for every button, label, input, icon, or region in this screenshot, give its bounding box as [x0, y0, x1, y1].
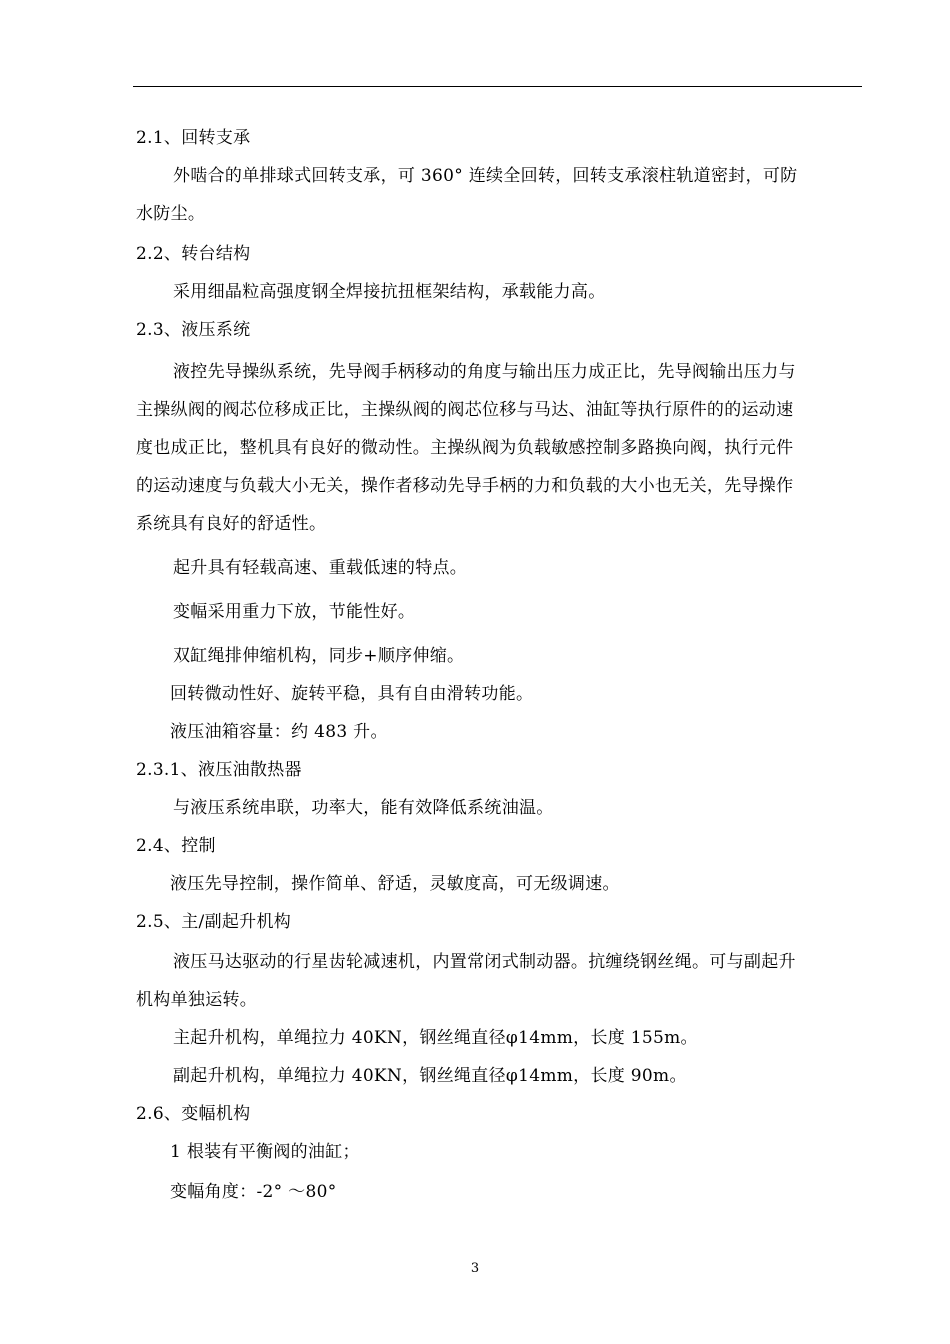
paragraph-line: 回转微动性好、旋转平稳，具有自由滑转功能。 — [170, 684, 534, 704]
section-heading-2-1: 2.1、回转支承 — [136, 128, 251, 148]
paragraph-line: 与液压系统串联，功率大，能有效降低系统油温。 — [173, 798, 554, 818]
paragraph-line: 采用细晶粒高强度钢全焊接抗扭框架结构，承载能力高。 — [173, 282, 606, 302]
section-heading-2-2: 2.2、转台结构 — [136, 244, 251, 264]
paragraph-line: 起升具有轻载高速、重载低速的特点。 — [173, 558, 468, 578]
paragraph-line: 的运动速度与负载大小无关，操作者移动先导手柄的力和负载的大小也无关，先导操作 — [136, 476, 794, 496]
paragraph-line: 液压马达驱动的行星齿轮减速机，内置常闭式制动器。抗缠绕钢丝绳。可与副起升 — [173, 952, 796, 972]
paragraph-line: 变幅采用重力下放，节能性好。 — [173, 602, 416, 622]
paragraph-line: 双缸绳排伸缩机构，同步+顺序伸缩。 — [173, 646, 465, 666]
page-number: 3 — [470, 1261, 480, 1276]
header-rule — [133, 86, 862, 87]
paragraph-line: 主操纵阀的阀芯位移成正比，主操纵阀的阀芯位移与马达、油缸等执行原件的的运动速 — [136, 400, 794, 420]
paragraph-line: 液压油箱容量：约 483 升。 — [170, 722, 388, 742]
paragraph-line: 水防尘。 — [136, 204, 206, 224]
paragraph-line: 变幅角度：-2° ～80° — [170, 1182, 337, 1202]
paragraph-line: 外啮合的单排球式回转支承，可 360° 连续全回转，回转支承滚柱轨道密封，可防 — [173, 166, 798, 186]
paragraph-line: 副起升机构，单绳拉力 40KN，钢丝绳直径φ14mm，长度 90m。 — [173, 1066, 687, 1086]
section-heading-2-5: 2.5、主/副起升机构 — [136, 912, 292, 932]
section-heading-2-4: 2.4、控制 — [136, 836, 216, 856]
section-heading-2-3: 2.3、液压系统 — [136, 320, 251, 340]
paragraph-line: 液压先导控制，操作简单、舒适，灵敏度高，可无级调速。 — [170, 874, 620, 894]
paragraph-line: 主起升机构，单绳拉力 40KN，钢丝绳直径φ14mm，长度 155m。 — [173, 1028, 698, 1048]
paragraph-line: 液控先导操纵系统，先导阀手柄移动的角度与输出压力成正比，先导阀输出压力与 — [173, 362, 796, 382]
paragraph-line: 系统具有良好的舒适性。 — [136, 514, 327, 534]
paragraph-line: 1 根装有平衡阀的油缸； — [170, 1142, 360, 1162]
paragraph-line: 机构单独运转。 — [136, 990, 258, 1010]
section-heading-2-6: 2.6、变幅机构 — [136, 1104, 251, 1124]
paragraph-line: 度也成正比，整机具有良好的微动性。主操纵阀为负载敏感控制多路换向阀，执行元件 — [136, 438, 794, 458]
section-heading-2-3-1: 2.3.1、液压油散热器 — [136, 760, 302, 780]
